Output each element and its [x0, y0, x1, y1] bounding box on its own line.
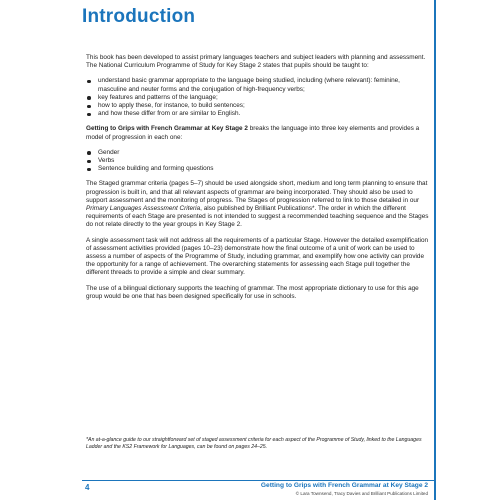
curriculum-list: [86, 77, 430, 118]
body-text: [86, 54, 430, 308]
staged-criteria-text-a: The Staged grammar criteria (pages 5–7) should be used alongside short, medium and long term planning to ensure that progression is built in, and that all relevant aspects of grammar are being incorporated. They should also be used to support assessment and the monitoring of progress. The Stages of progression referred to link to those detailed in our: [86, 180, 428, 204]
list-item: Gender: [86, 149, 430, 157]
staged-criteria-text-b: , also published by Brilliant Publications*. The order in which the different requirements of each Stage are presented is not intended to suggest a recommended teaching sequence and the Stages do not relate directly to the year groups in Key Stage 2.: [86, 205, 429, 229]
assessment-criteria-title: Primary Languages Assessment Criteria: [86, 205, 201, 213]
staged-criteria-paragraph: [86, 180, 430, 229]
elements-list: [86, 149, 430, 174]
list-item: and how these differ from or are similar to English.: [86, 110, 430, 118]
page-title: Introduction: [82, 6, 196, 27]
page-number: 4: [85, 483, 90, 492]
list-item: key features and patterns of the language;: [86, 94, 430, 102]
list-item: understand basic grammar appropriate to the language being studied, including (where relevant): feminine, masculine and neuter forms and the conjugation of high-frequency verbs;: [86, 77, 430, 93]
list-item: how to apply these, for instance, to build sentences;: [86, 102, 430, 110]
elements-paragraph-text: breaks the language into three key elements and provides a model of progression in each one:: [86, 125, 420, 141]
assessment-paragraph: A single assessment task will not address all the requirements of a particular Stage. However the detailed exemplification of assessment activities provided (pages 10–23) demonstrate how the final outcome of a unit of work can be used to assess a number of aspects of the Programme of Study, including grammar, and exemplify how one activity can provide the opportunity for a range of achievement. The overarching statements for assessing each Stage pull together the different threads to provide a simple and clear summary.: [86, 236, 429, 277]
dictionary-paragraph: The use of a bilingual dictionary supports the teaching of grammar. The most appropriate dictionary to use for this age group would be one that has been designed specifically for use in schools.: [86, 284, 419, 300]
elements-paragraph: [86, 125, 430, 141]
list-item: Verbs: [86, 157, 430, 165]
intro-paragraph: This book has been developed to assist primary languages teachers and subject leaders with planning and assessment. The National Curriculum Programme of Study for Key Stage 2 states that pupils should be taught to:: [86, 54, 426, 70]
list-item: Sentence building and forming questions: [86, 165, 430, 173]
footer-book-title: Getting to Grips with French Grammar at Key Stage 2: [260, 482, 428, 489]
copyright-notice: © Lara Townsend, Tracy Davies and Brilliant Publications Limited: [295, 491, 428, 496]
footnote: *An at-a-glance guide to our straightforward set of staged assessment criteria for each aspect of the Programme of Study, linked to the Languages Ladder and the KS2 Framework for Languages, can be found on pages 24–25.: [86, 437, 422, 450]
page-footer: [82, 480, 434, 501]
book-title-inline: Getting to Grips with French Grammar at Key Stage 2: [86, 125, 248, 133]
